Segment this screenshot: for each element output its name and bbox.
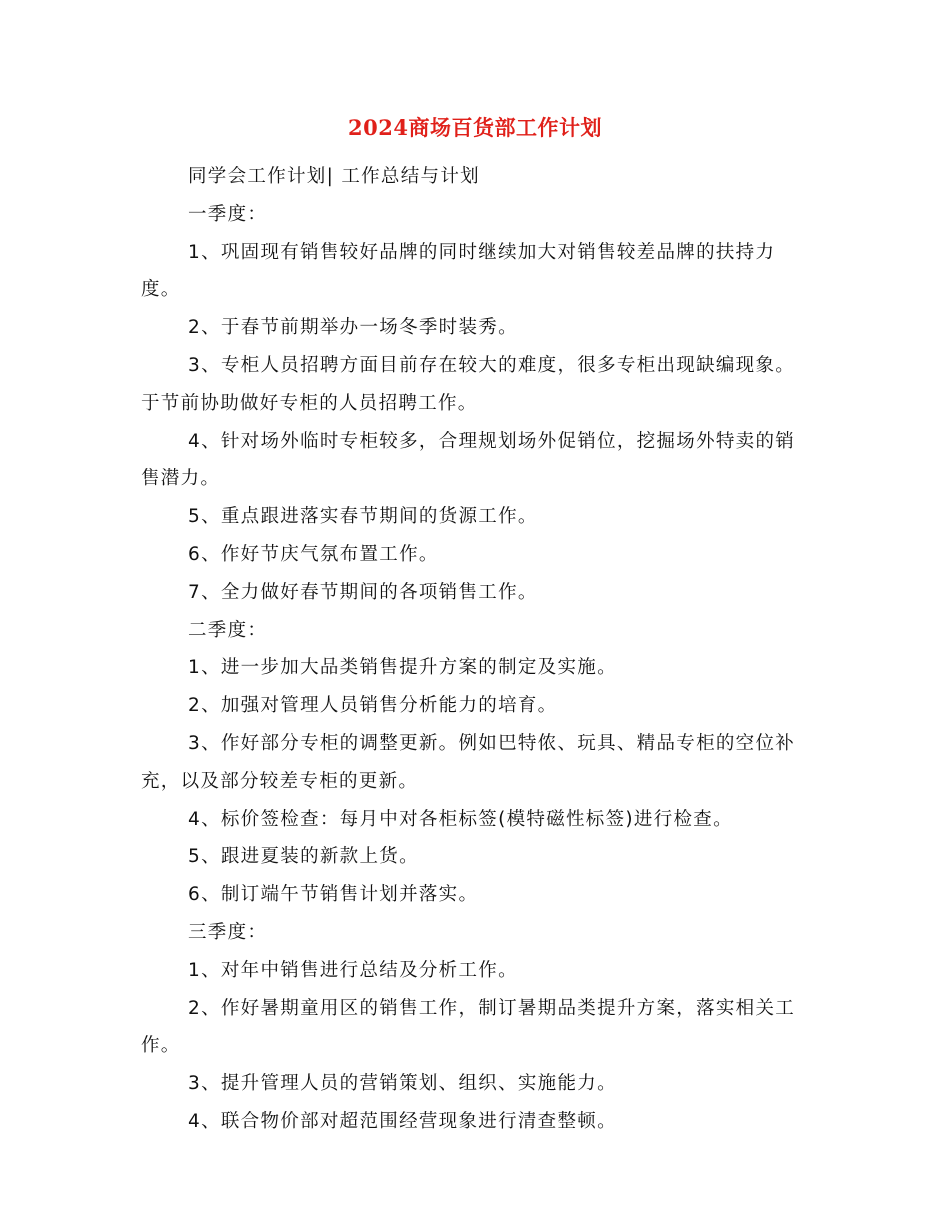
list-item: 5、重点跟进落实春节期间的货源工作。 <box>188 506 538 528</box>
list-item: 4、针对场外临时专柜较多，合理规划场外促销位，挖掘场外特卖的销售潜力。 <box>141 430 796 490</box>
list-item: 3、专柜人员招聘方面目前存在较大的难度，很多专柜出现缺编现象。于节前协助做好专柜的人员招聘工作。 <box>141 354 796 414</box>
list-item: 1、对年中销售进行总结及分析工作。 <box>188 959 518 981</box>
list-item: 2、作好暑期童用区的销售工作，制订暑期品类提升方案，落实相关工作。 <box>141 997 796 1057</box>
list-item: 7、全力做好春节期间的各项销售工作。 <box>188 581 538 603</box>
list-item: 4、联合物价部对超范围经营现象进行清查整顿。 <box>188 1110 617 1132</box>
section-heading-q1: 一季度： <box>188 203 268 225</box>
list-item: 1、巩固现有销售较好品牌的同时继续加大对销售较差品牌的扶持力度。 <box>141 241 776 301</box>
paragraph-subtitle: 同学会工作计划| 工作总结与计划 <box>188 166 480 187</box>
section-heading-q3: 三季度： <box>188 921 268 943</box>
list-item: 3、提升管理人员的营销策划、组织、实施能力。 <box>188 1073 617 1095</box>
document-title: 2024商场百货部工作计划 <box>348 115 602 140</box>
list-item: 4、标价签检查：每月中对各柜标签(模特磁性标签)进行检查。 <box>188 808 733 830</box>
list-item: 3、作好部分专柜的调整更新。例如巴特侬、玩具、精品专柜的空位补充，以及部分较差专柜的更新。 <box>141 732 796 792</box>
list-item: 2、于春节前期举办一场冬季时装秀。 <box>188 317 518 339</box>
list-item: 6、制订端午节销售计划并落实。 <box>188 884 479 906</box>
list-item: 5、跟进夏装的新款上货。 <box>188 846 419 868</box>
section-heading-q2: 二季度： <box>188 619 268 641</box>
list-item: 6、作好节庆气氛布置工作。 <box>188 543 439 565</box>
list-item: 2、加强对管理人员销售分析能力的培育。 <box>188 695 558 717</box>
list-item: 1、进一步加大品类销售提升方案的制定及实施。 <box>188 657 617 679</box>
document-body <box>141 158 808 1141</box>
